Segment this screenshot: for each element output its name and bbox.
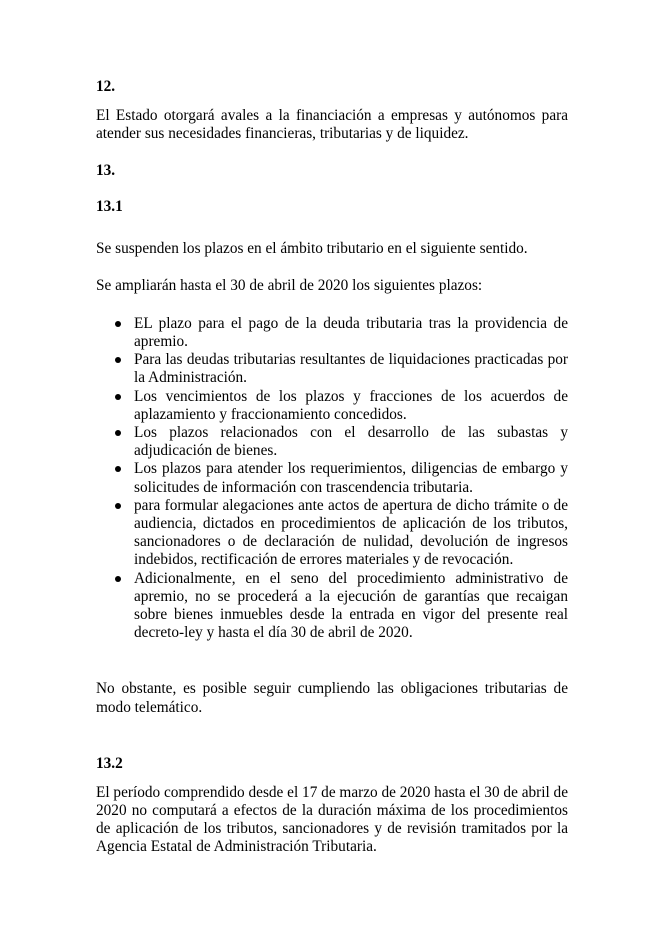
bullet-icon bbox=[115, 576, 121, 582]
list-item: EL plazo para el pago de la deuda tributaria tras la providencia de apremio. bbox=[96, 315, 568, 351]
list-item: para formular alegaciones ante actos de apertura de dicho trámite o de audiencia, dictados en procedimientos de aplicación de los tributos, sancionadores o de declaración de nulidad, devolución de ingresos indebidos, rectificación de errores materiales y de revocación. bbox=[96, 497, 568, 570]
list-item: Para las deudas tributarias resultantes de liquidaciones practicadas por la Administración. bbox=[96, 351, 568, 387]
section-13-heading: 13. bbox=[96, 162, 116, 180]
section-13-1-intro-deadlines: Se ampliarán hasta el 30 de abril de 2020 los siguientes plazos: bbox=[96, 276, 483, 294]
deadline-list bbox=[96, 315, 568, 643]
section-13-1-heading: 13.1 bbox=[96, 198, 123, 216]
section-12-heading: 12. bbox=[96, 78, 116, 95]
section-13-2-text: El período comprendido desde el 17 de marzo de 2020 hasta el 30 de abril de 2020 no computará a efectos de la duración máxima de los procedimientos de aplicación de los tributos, sancionadores y de revisión tramitados por la Agencia Estatal de Administración Tributaria. bbox=[96, 783, 568, 856]
bullet-icon bbox=[115, 503, 121, 509]
bullet-icon bbox=[115, 321, 121, 327]
list-item: Adicionalmente, en el seno del procedimiento administrativo de apremio, no se procederá a la ejecución de garantías que recaigan sobre bienes inmuebles desde la entrada en vigor del presente real decreto-ley y hasta el día 30 de abril de 2020. bbox=[96, 570, 568, 643]
section-13-1-intro: Se suspenden los plazos en el ámbito tributario en el siguiente sentido. bbox=[96, 240, 528, 258]
list-item: Los vencimientos de los plazos y fracciones de los acuerdos de aplazamiento y fraccionamiento concedidos. bbox=[96, 388, 568, 424]
list-item: Los plazos para atender los requerimientos, diligencias de embargo y solicitudes de información con trascendencia tributaria. bbox=[96, 460, 568, 496]
bullet-icon bbox=[115, 430, 121, 436]
bullet-icon bbox=[115, 357, 121, 363]
list-item: Los plazos relacionados con el desarrollo de las subastas y adjudicación de bienes. bbox=[96, 424, 568, 460]
bullet-icon bbox=[115, 466, 121, 472]
section-13-1-closing: No obstante, es posible seguir cumpliendo las obligaciones tributarias de modo telemático. bbox=[96, 680, 568, 716]
document-page bbox=[96, 78, 568, 857]
section-12-text: El Estado otorgará avales a la financiación a empresas y autónomos para atender sus necesidades financieras, tributarias y de liquidez. bbox=[96, 107, 568, 143]
section-13-2-heading: 13.2 bbox=[96, 754, 123, 772]
bullet-icon bbox=[115, 394, 121, 400]
